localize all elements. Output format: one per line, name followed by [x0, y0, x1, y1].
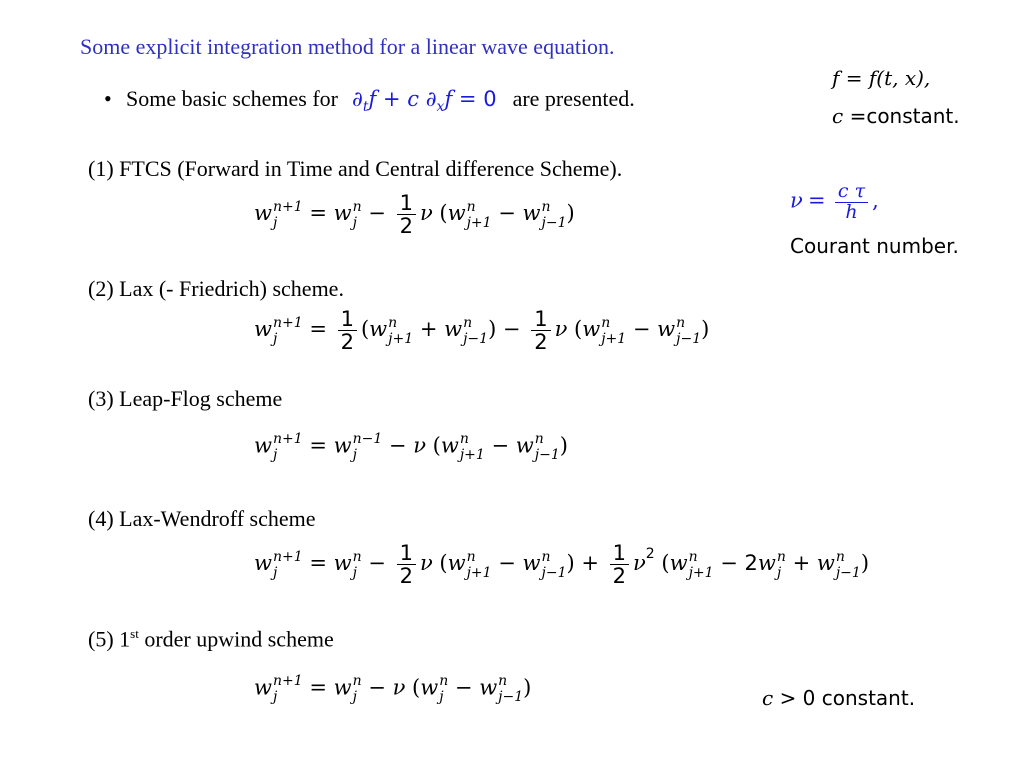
scheme-4-heading: (4) Lax-Wendroff scheme	[88, 506, 316, 531]
courant-fraction: $\frac{\text{c τ}}{h}$	[835, 182, 868, 223]
wave-equation: $\partial_tf + c$ $\partial_xf = 0$	[352, 87, 497, 116]
scheme-2-heading: (2) Lax (- Friedrich) scheme.	[88, 276, 344, 301]
scheme-5-heading: (5) 1st order upwind scheme	[88, 626, 334, 652]
intro-prefix: Some basic schemes for	[126, 86, 338, 111]
c-definition: c =constant.	[832, 104, 960, 128]
lax-wendroff-equation: w n+1 j = w n j − $\frac{1}{2}$ ν (w n j+1 − w n j−1 ) + $\frac{1}{2}$ $\nu^2$ (w n j+1 − 2w n j + w n j−1 )	[254, 541, 870, 589]
upwind-condition: c > 0 constant.	[762, 686, 916, 710]
scheme-1-heading: (1) FTCS (Forward in Time and Central difference Scheme).	[88, 156, 623, 181]
scheme-3-heading: (3) Leap-Flog scheme	[88, 386, 283, 411]
upwind-equation: w n+1 j = w n j − ν (w n j − w n j−1 )	[254, 673, 532, 705]
courant-label: Courant number.	[790, 234, 959, 258]
f-definition: f = f(t, x),	[832, 66, 931, 90]
lax-friedrich-equation: w n+1 j = $\frac{1}{2}$ (w n j+1 + w n j−1 ) − $\frac{1}{2}$ ν (w n j+1 − w n j−1 )	[254, 307, 710, 355]
courant-definition: ν = $\frac{\text{c τ}}{h}$ ,	[790, 180, 879, 223]
leap-flog-equation: w n+1 j = w n−1 j − ν (w n j+1 − w n j−1 )	[254, 431, 568, 463]
bullet-marker: •	[104, 86, 112, 111]
intro-line	[104, 86, 635, 115]
ftcs-equation: w n+1 j = w n j − $\frac{1}{2}$ ν (w n j+1 − w n j−1 )	[254, 191, 575, 239]
page-title: Some explicit integration method for a linear wave equation.	[80, 34, 615, 59]
intro-suffix: are presented.	[512, 86, 635, 111]
